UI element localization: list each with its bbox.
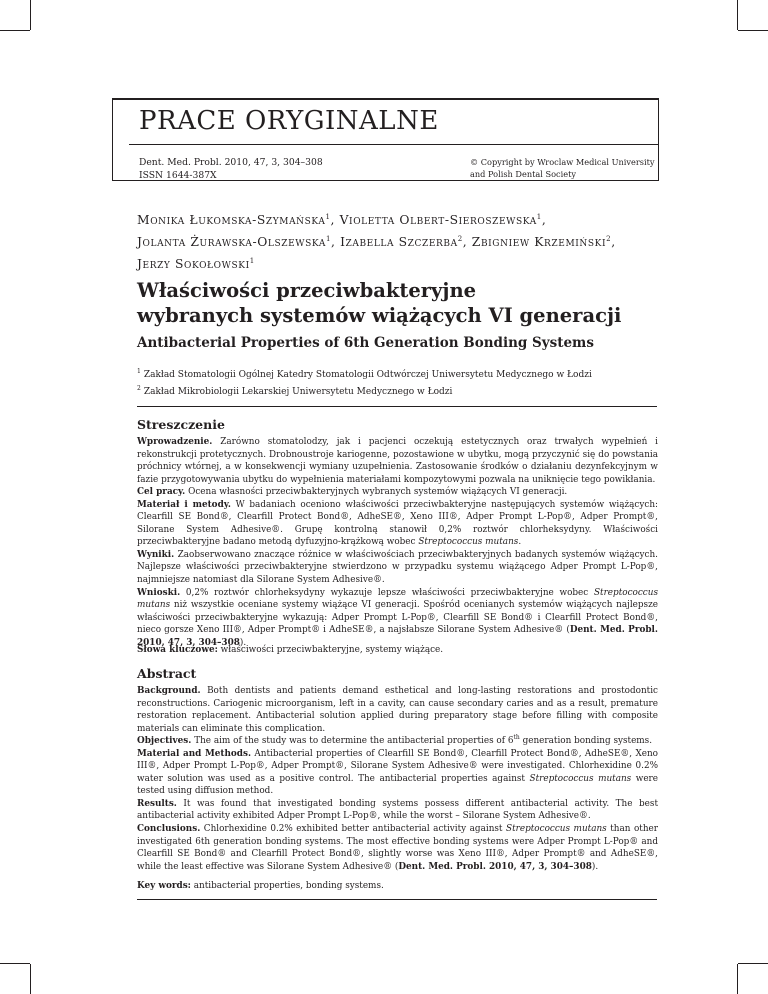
abstract-paragraph [137, 499, 658, 549]
affiliation-text: Zakład Stomatologii Ogólnej Katedry Stomatologii Odtwórczej Uniwersytetu Medycznego w Łodzi [143, 370, 592, 380]
paragraph-text: The aim of the study was to determine the antibacterial properties of 6 [194, 736, 514, 747]
paragraph-text: Zarówno stomatolodzy, jak i pacjenci oczekują estetycznych oraz trwałych wypełnień i rekonstrukcji protetycznych. Drobnoustroje kariogenne, pozostawione w ubytku, mogą przyczynić się do powstania próchnicy wtórnej, a w konsekwencji wymiany uzupełnienia. Zastosowanie środków o działaniu dezynfekcyjnym w fazie przygotowywania ubytku do wypełnienia materiałami kompozytowymi pozwala na uniknięcie tego powikłania. [137, 437, 658, 485]
paragraph-text: Zaobserwowano znaczące różnice w właściwościach przeciwbakteryjnych badanych systemów wiążących. Najlepsze właściwości przeciwbakteryjne stwierdzono w przypadku systemu wiążącego Adper Prompt L-Pop®, najmniejsze natomiast dla Silorane System Adhesive®. [137, 549, 658, 586]
crop-mark [737, 0, 738, 30]
section-title: PRACE ORYGINALNE [139, 106, 439, 136]
abstract-paragraph [137, 748, 658, 798]
crop-mark [737, 964, 738, 994]
abstract-body [137, 685, 658, 873]
abstract-paragraph [137, 436, 658, 486]
abstract-keywords [137, 880, 658, 893]
affiliation-text: Zakład Mikrobiologii Lekarskiej Uniwersytetu Medycznego w Łodzi [143, 387, 453, 397]
abstract-paragraph [137, 823, 658, 873]
author-name: Monika Łukomska-Szymańska [137, 213, 326, 228]
journal-header [112, 98, 659, 181]
paragraph-label: Wnioski. [137, 587, 181, 598]
paragraph-label: Materiał i metody. [137, 499, 231, 510]
paragraph-text: W badaniach oceniono właściwości przeciwbakteryjne następujących systemów wiążących: Clearfill SE Bond®, Clearfill Protect Bond®, AdheSE®, Xeno III®, Adper Prompt L-Pop®, Adper Prompt®, Silorane System Adhesive®. Grupę kontrolną stanowił 0,2% roztwór chlorheksydyny. Właściwości przeciwbakteryjne badano metodą dyfuzyjno-krążkową wobec [137, 499, 659, 548]
paragraph-text: Antibacterial properties of Clearfill SE Bond®, Clearfill Protect Bond®, AdheSE®, Xeno III®, Adper Prompt L-Pop®, Adper Prompt®, Silorane System Adhesive® were investigated. Chlorhexidine 0.2% water solution was used as a positive control. The antibacterial properties against [137, 748, 658, 784]
punctuation: ). [239, 637, 247, 648]
paragraph-label: Objectives. [137, 736, 192, 747]
article-title-en: Antibacterial Properties of 6th Generation Bonding Systems [137, 335, 594, 351]
author-name: Violetta Olbert-Sieroszewska [339, 213, 537, 228]
streszczenie-body [137, 436, 658, 649]
crop-mark [0, 30, 30, 31]
author-name: Jerzy Sokołowski [137, 257, 250, 272]
abstract-paragraph [137, 549, 658, 587]
species-name: Streptococcus mutans [418, 537, 519, 548]
journal-citation [139, 156, 323, 182]
copyright-line: © Copyright by Wroclaw Medical University [470, 157, 655, 167]
crop-mark [738, 30, 768, 31]
streszczenie-heading: Streszczenie [137, 417, 225, 432]
citation-ref: Dent. Med. Probl. 2010, 47, 3, 304–308 [398, 861, 592, 872]
keywords-text: antibacterial properties, bonding systems. [193, 881, 384, 891]
paragraph-text: generation bonding systems. [522, 736, 653, 747]
citation-line: Dent. Med. Probl. 2010, 47, 3, 304–308 [139, 157, 323, 168]
section-divider [137, 899, 657, 900]
species-name: Streptococcus mutans [137, 587, 658, 611]
title-line: Właściwości przeciwbakteryjne [137, 279, 477, 302]
author-list: Monika Łukomska-Szymańska$^1$, Violetta Olbert-Sieroszewska$^1$, Jolanta Żurawska-Olszewska$^1$, Izabella Szczerba$^2$, Zbigniew Krzemiński$^2$, Jerzy Sokołowski$^1$ [137, 213, 616, 272]
punctuation: . [518, 537, 522, 548]
copyright-notice [470, 156, 655, 180]
issn-line: ISSN 1644-387X [139, 170, 217, 181]
paragraph-label: Background. [137, 686, 201, 696]
paragraph-label: Conclusions. [137, 824, 201, 835]
affiliation-item: $^1$ Zakład Stomatologii Ogólnej Katedry Stomatologii Odtwórczej Uniwersytetu Medycznego w Łodzi [137, 368, 592, 380]
paragraph-text: were tested using diffusion method. [137, 773, 659, 797]
paragraph-text: niż wszystkie oceniane systemy wiążące VI generacji. Spośród ocenianych systemów wiążących najlepsze właściwości przeciwbakteryjne wykazują: Adper Prompt L-Pop®, Clearfill SE Bond® i Clearfill Protect Bond®, nieco gorsze Xeno III®, Adper Prompt® i AdheSE®, a najsłabsze Silorane System Adhesive® ( [137, 600, 658, 636]
paragraph-label: Material and Methods. [137, 748, 252, 759]
paragraph-text: 0,2% roztwór chlorheksydyny wykazuje lepsze właściwości przeciwbakteryjne wobec [185, 587, 589, 598]
paragraph-label: Cel pracy. [137, 487, 186, 498]
header-rule [129, 144, 658, 145]
author-name: Jolanta Żurawska-Olszewska [137, 235, 326, 250]
crop-mark [0, 963, 30, 964]
crop-mark [30, 0, 31, 30]
paragraph-text: than other investigated 6th generation bonding systems. The most effective bonding systems were Adper Prompt L-Pop® and Clearfill SE Bond® and Clearfill Protect Bond®, slightly worse was Xeno III®, Adper Prompt® and AdheSE®, while the least effective was Silorane System Adhesive® ( [137, 824, 658, 872]
copyright-line: and Polish Dental Society [470, 169, 576, 179]
superscript: th [513, 734, 520, 742]
paragraph-text: Both dentists and patients demand esthetical and long-lasting restorations and prostodontic reconstructions. Cariogenic microorganism, left in a cavity, can cause secondary caries and as a result, premature restoration replacement. Antibacterial solution applied during preparatory stage before filling with composite materials can eliminate this complication. [137, 686, 658, 734]
species-name: Streptococcus mutans [506, 824, 607, 835]
species-name: Streptococcus mutans [529, 773, 632, 784]
abstract-paragraph [137, 685, 658, 735]
streszczenie-keywords [137, 644, 658, 657]
section-divider [137, 406, 657, 407]
paragraph-text: Chlorhexidine 0.2% exhibited better antibacterial activity against [203, 824, 503, 835]
affiliations [137, 365, 657, 399]
keywords-label: Key words: [137, 881, 191, 891]
abstract-paragraph [137, 798, 658, 823]
article-title-pl [137, 278, 657, 328]
author-name: Izabella Szczerba [340, 235, 458, 250]
punctuation: ). [591, 861, 599, 872]
author-name: Zbigniew Krzemiński [471, 235, 607, 250]
abstract-paragraph [137, 587, 658, 650]
crop-mark [30, 964, 31, 994]
citation-ref: Dent. Med. Probl. 2010, 47, 3, 304–308 [137, 625, 658, 648]
paragraph-label: Wprowadzenie. [137, 437, 213, 447]
crop-mark [738, 963, 768, 964]
paragraph-text: It was found that investigated bonding systems possess different antibacterial activity. The best antibacterial activity exhibited Adper Prompt L-Pop®, while the worst – Silorane System Adhesive®. [137, 798, 658, 822]
keywords-text: właściwości przeciwbakteryjne, systemy wiążące. [220, 645, 444, 655]
paragraph-label: Results. [137, 798, 177, 809]
keywords-label: Słowa kluczowe: [137, 645, 218, 655]
affiliation-item: $^2$ Zakład Mikrobiologii Lekarskiej Uniwersytetu Medycznego w Łodzi [137, 385, 453, 397]
abstract-heading: Abstract [137, 666, 197, 681]
title-line: wybranych systemów wiążących VI generacji [137, 304, 622, 327]
paragraph-text: Ocena własności przeciwbakteryjnych wybranych systemów wiążących VI generacji. [188, 487, 568, 498]
abstract-paragraph [137, 486, 658, 499]
abstract-paragraph [137, 735, 658, 748]
paragraph-label: Wyniki. [137, 549, 175, 560]
